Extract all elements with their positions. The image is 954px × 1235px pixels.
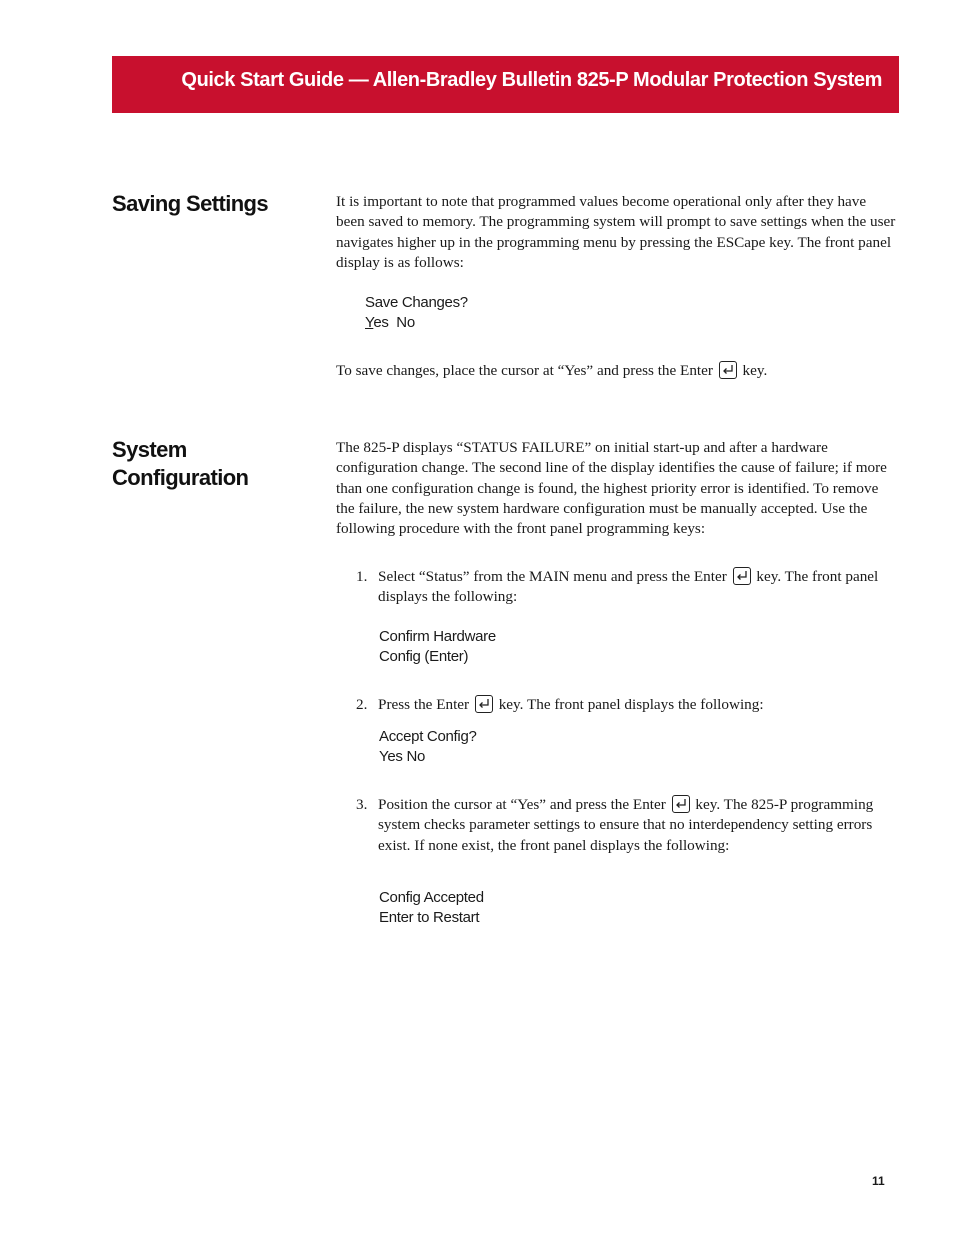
- procedure-step: [356, 567, 898, 608]
- procedure-step: [356, 695, 898, 715]
- display-line: Accept Config?: [379, 728, 477, 745]
- step-text-after: key. The 825-P programming system checks parameter settings to ensure that no interdependency setting errors exist. If none exist, the front panel displays the following:: [378, 796, 874, 854]
- step-text-after: key. The front panel displays the following:: [498, 696, 764, 713]
- display-line: Yes No: [379, 748, 426, 765]
- saving-settings-heading: Saving Settings: [112, 191, 269, 216]
- procedure-step: [356, 795, 898, 856]
- heading-line: System: [112, 437, 187, 462]
- step-number: 2.: [356, 696, 368, 713]
- confirm-hardware-display: [379, 627, 496, 667]
- enter-key-icon: [733, 567, 751, 585]
- config-accepted-display: [379, 888, 484, 928]
- page-header-title: Quick Start Guide — Allen-Bradley Bulletin 825-P Modular Protection System: [181, 69, 882, 91]
- display-line: Enter to Restart: [379, 909, 480, 926]
- save-instruction: [336, 361, 898, 381]
- step-text: [378, 795, 898, 856]
- save-instruction-tail: key.: [742, 362, 768, 379]
- save-instruction-text: To save changes, place the cursor at “Yes” and press the Enter: [336, 362, 713, 379]
- page-number: 11: [872, 1174, 885, 1188]
- step-text-after: key. The front panel displays the following:: [378, 568, 879, 606]
- system-configuration-heading: [112, 436, 312, 492]
- step-text-before: Press the Enter: [378, 696, 470, 713]
- save-changes-display: [365, 293, 468, 333]
- heading-line: Configuration: [112, 465, 249, 490]
- system-intro-paragraph: The 825-P displays “STATUS FAILURE” on initial start-up and after a hardware configuration change. The second line of the display identifies the cause of failure; if more than one configuration change is found, the highest priority error is identified. To remove the failure, the new system hardware configuration must be manually accepted. Use the following procedure with the front panel programming keys:: [336, 439, 887, 538]
- saving-intro-paragraph: It is important to note that programmed values become operational only after they have been saved to memory. The programming system will prompt to save settings when the user navigates higher up in the programming menu by pressing the ESCape key. The front panel display is as follows:: [336, 193, 896, 271]
- display-line: [365, 313, 468, 333]
- display-line: Save Changes?: [365, 294, 468, 311]
- enter-key-icon: [475, 695, 493, 713]
- display-text: es No: [373, 314, 415, 331]
- display-line: Config (Enter): [379, 648, 469, 665]
- step-text: [378, 695, 898, 715]
- header-bar: [112, 56, 899, 113]
- step-text-before: Select “Status” from the MAIN menu and press the Enter: [378, 568, 727, 585]
- enter-key-icon: [672, 795, 690, 813]
- step-text-before: Position the cursor at “Yes” and press the Enter: [378, 796, 666, 813]
- cursor-underlined-char: Y: [365, 314, 374, 331]
- accept-config-display: [379, 727, 477, 767]
- step-number: 1.: [356, 568, 368, 585]
- step-number: 3.: [356, 796, 368, 813]
- display-line: Confirm Hardware: [379, 628, 496, 645]
- step-text: [378, 567, 898, 608]
- enter-key-icon: [719, 361, 737, 379]
- display-line: Config Accepted: [379, 889, 484, 906]
